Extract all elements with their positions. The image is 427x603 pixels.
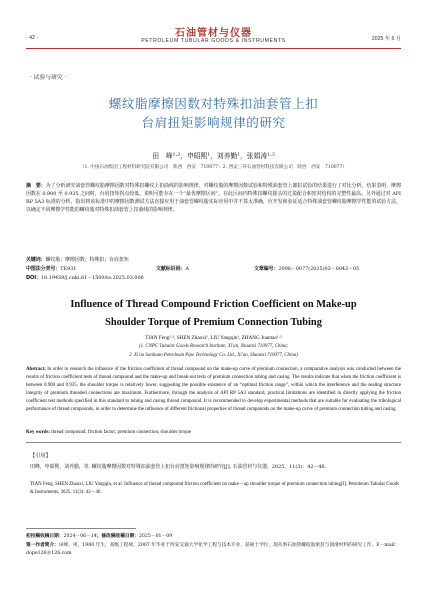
english-keywords-text: thread compound; friction factor; premium connection; shoulder torque bbox=[51, 430, 192, 435]
chinese-abstract-text: 为了分析研究油套管螺纹脂摩擦因数对特殊扣螺纹上扣曲线的影响规律，对螺纹脂的摩擦因数试验和特殊油套管上卸扣试验的结果进行了对比分析。结果表明，摩擦因数在 0.900 至 0.935 之间时，台肩扭矩拐点较低，说明可能存在一个“最优摩擦区间”。在此区间内特殊扣螺纹接头的过盈配合和密封结构的完整性最高。另外通过对 API RP 5A3 标准的分析，指出将该标准中的摩擦因数测试方法直接应用于油套管螺纹脂实际应用中并不算太准确，应开发和验证适合特殊油套管螺纹脂摩擦学性能的试验方法，以确定不同摩擦学性能的螺纹脂对特殊扣油套管上扣曲线的影响规律。 bbox=[26, 183, 401, 213]
article-no-value: 2096－0077(2025)03－0042－05 bbox=[278, 266, 360, 272]
received-label: 初投稿收稿日期： bbox=[26, 534, 64, 539]
journal-name-en: PETROLEUM TUBULAR GOODS & INSTRUMENTS bbox=[141, 38, 286, 44]
received-date: 2024－06－14 bbox=[63, 534, 97, 539]
english-affiliation-1: (1. CNPC Tubular Goods Research Institute, Xi′an, Shaanxi 710077, China; bbox=[138, 344, 289, 349]
doi-link[interactable]: 10.19459/j.cnki.61－1500/te.2025.03.006 bbox=[40, 275, 144, 281]
doc-code-value: A bbox=[185, 266, 189, 272]
chinese-keywords-text: 螺纹脂；摩擦因数；特殊扣；台肩扭矩 bbox=[45, 257, 129, 263]
article-no-label: 文章编号： bbox=[254, 266, 279, 272]
english-affiliation-2: 2. Xi′an Sanhuan Petroleum Pipe Technology Co. Ltd., Xi′an, Shaanxi 710077, China) bbox=[129, 353, 298, 358]
chinese-keywords bbox=[26, 256, 401, 263]
chinese-keywords-label: 关键词： bbox=[26, 257, 46, 263]
chinese-title-line-1: 螺纹脂摩擦因数对特殊扣油套管上扣 bbox=[108, 96, 319, 111]
english-abstract-label: Abstract: bbox=[26, 367, 46, 372]
revised-label: ；修改稿收稿日期： bbox=[96, 534, 139, 539]
chinese-title bbox=[30, 94, 397, 132]
running-header bbox=[26, 24, 401, 64]
author-bio-label: 第一作者简介： bbox=[26, 543, 59, 548]
doi-row bbox=[26, 274, 401, 281]
author-bio-text: 田峰，男，1980 年生，高级工程师，2007 年毕业于西安交通大学化学工程与技术专业，获硕士学位，现从事石油管螺纹脂密封与润滑材料的研究工作。E－mail：dope126＠126.com bbox=[26, 543, 400, 556]
page-number: · 42 · bbox=[26, 35, 39, 41]
english-title-line-1: Influence of Thread Compound Friction Coefficient on Make-up bbox=[70, 299, 357, 310]
section-label: · 试验与研究 · bbox=[30, 75, 67, 81]
english-abstract-text: In order to research the influence of the friction coefficient of thread compound on the make-up curve of premium connection, a comparative analysis was conducted between the results of friction coefficient tests of thread compound and the make-up and break-out tests of premium connection tubing and casing. The results indicate that when the friction coefficient is between 0.900 and 0.935, the shoulder torque is relatively lower, suggesting the possible existence of an “optimal friction range”, within which the interference and the sealing structure integrity of premium threaded connections are maximum. Furthermore, through the analysis of API RP 5A3 standard, practical limitations are identified in directly applying the friction coefficient test methods specified in this standard to tubing and casing thread compound. It is recommended to develop experimental methods that are suitable for evaluating the tribological performance of thread compounds, in order to determine the influence of different frictional properties of thread compounds on the make-up curve of premium connection tubing and casing. bbox=[26, 367, 401, 413]
chinese-affiliation: （1. 中国石油集团工程材料研究院有限公司 陕西 西安 710077；2. 西安三环石油管材科技有限公司 陕西 西安 710077） bbox=[79, 165, 348, 170]
english-abstract bbox=[26, 366, 401, 415]
footnote-author bbox=[26, 542, 401, 557]
clc-value: TE931 bbox=[60, 266, 77, 272]
revised-date: 2025－01－09 bbox=[138, 534, 173, 539]
header-rule bbox=[26, 48, 401, 49]
citation-english: TIAN Feng, SHEN Zhaoxi, LIU Yangqin, et al. Influence of thread compound friction coefficient on make－up shoulder torque of premium connection tubing[J]. Petroleum Tubular Goods & Instruments, 2025, 11(3): 42－46. bbox=[30, 482, 400, 495]
english-keywords-label: Key words: bbox=[26, 430, 51, 435]
citation-divider bbox=[26, 442, 401, 443]
doi-label: DOI： bbox=[26, 275, 41, 281]
chinese-abstract bbox=[26, 182, 401, 214]
citation-chinese: 田峰，申昭熙，刘养勤，等. 螺纹脂摩擦因数对特殊扣油套管上扣台肩扭矩影响规律的研究[J]. 石油管材与仪器，2025，11(3)：42－46. bbox=[30, 464, 327, 470]
chinese-abstract-label: 摘 要： bbox=[26, 183, 46, 189]
english-title bbox=[26, 296, 401, 332]
footnote-dates bbox=[26, 533, 401, 541]
clc-label: 中图法分类号： bbox=[26, 266, 61, 272]
citation-heading: 【引用】 bbox=[30, 453, 51, 459]
english-title-line-2: Shoulder Torque of Premium Connection Tubing bbox=[105, 317, 322, 328]
journal-logo: 石油管材与仪器 bbox=[175, 28, 252, 39]
doc-code-label: 文献标识码： bbox=[156, 266, 186, 272]
english-keywords bbox=[26, 430, 401, 435]
chinese-title-line-2: 台肩扭矩影响规律的研究 bbox=[141, 115, 286, 130]
footnote-divider bbox=[26, 528, 136, 529]
english-authors: TIAN Feng¹·², SHEN Zhaoxi¹, LIU Yangqin¹, ZHANG Juantao¹·² bbox=[145, 335, 282, 341]
issue-date: 2025 年 6 月 bbox=[371, 36, 401, 42]
classification-row bbox=[26, 265, 401, 272]
chinese-authors: 田 峰¹·²，申昭熙¹，刘养勤¹，张娟涛¹·² bbox=[152, 152, 275, 160]
